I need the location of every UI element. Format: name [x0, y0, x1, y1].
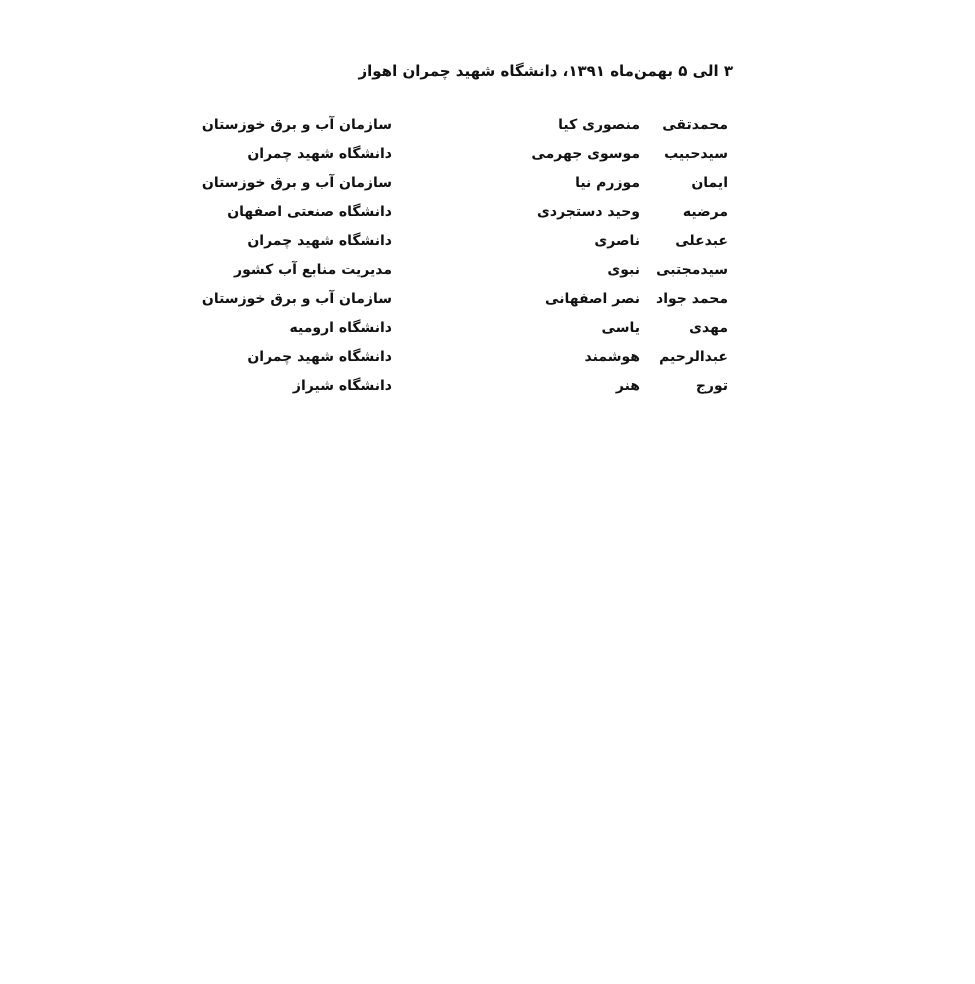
participant-affiliation: دانشگاه صنعتی اصفهان — [227, 204, 392, 220]
participant-affiliation: سازمان آب و برق خوزستان — [201, 117, 392, 133]
participant-row — [240, 346, 728, 375]
participant-row — [240, 375, 728, 404]
participant-first-name: ایمان — [691, 175, 728, 191]
participant-row — [201, 114, 728, 143]
document-heading: ۳ الی ۵ بهمن‌ماه ۱۳۹۱، دانشگاه شهید چمران اهواز — [358, 62, 733, 80]
participant-first-name: مهدی — [689, 320, 728, 336]
participant-first-name: تورج — [695, 378, 728, 394]
participant-last-name: نبوی — [607, 262, 640, 278]
participant-first-name: محمد جواد — [656, 291, 728, 307]
participant-last-name: موسوی جهرمی — [531, 146, 640, 162]
participant-affiliation: مدیریت منابع آب کشور — [234, 262, 392, 278]
participant-last-name: منصوری کیا — [558, 117, 640, 133]
participant-first-name: محمدتقی — [662, 117, 728, 133]
participant-last-name: نصر اصفهانی — [545, 291, 640, 307]
participant-first-name: سیدمجتبی — [656, 262, 728, 278]
participant-list — [201, 114, 728, 404]
participant-affiliation: دانشگاه شهید چمران — [247, 349, 392, 365]
participant-row — [227, 201, 728, 230]
participant-row — [201, 172, 728, 201]
participant-affiliation: دانشگاه شیراز — [292, 378, 392, 394]
participant-last-name: وحید دستجردی — [537, 204, 640, 220]
participant-affiliation: سازمان آب و برق خوزستان — [201, 175, 392, 191]
participant-affiliation: دانشگاه شهید چمران — [247, 146, 392, 162]
participant-last-name: یاسی — [601, 320, 640, 336]
participant-last-name: هوشمند — [584, 349, 640, 365]
participant-last-name: موزرم نیا — [575, 175, 640, 191]
participant-first-name: مرضیه — [682, 204, 728, 220]
participant-row — [234, 259, 728, 288]
participant-affiliation: دانشگاه ارومیه — [289, 320, 392, 336]
participant-row — [240, 230, 728, 259]
participant-row — [201, 288, 728, 317]
participant-row — [240, 317, 728, 346]
participant-affiliation: دانشگاه شهید چمران — [247, 233, 392, 249]
participant-affiliation: سازمان آب و برق خوزستان — [201, 291, 392, 307]
participant-first-name: سیدحبیب — [664, 146, 728, 162]
participant-last-name: هنر — [615, 378, 640, 394]
participant-last-name: ناصری — [594, 233, 640, 249]
participant-first-name: عبدالرحیم — [659, 349, 728, 365]
participant-row — [240, 143, 728, 172]
participant-first-name: عبدعلی — [675, 233, 728, 249]
